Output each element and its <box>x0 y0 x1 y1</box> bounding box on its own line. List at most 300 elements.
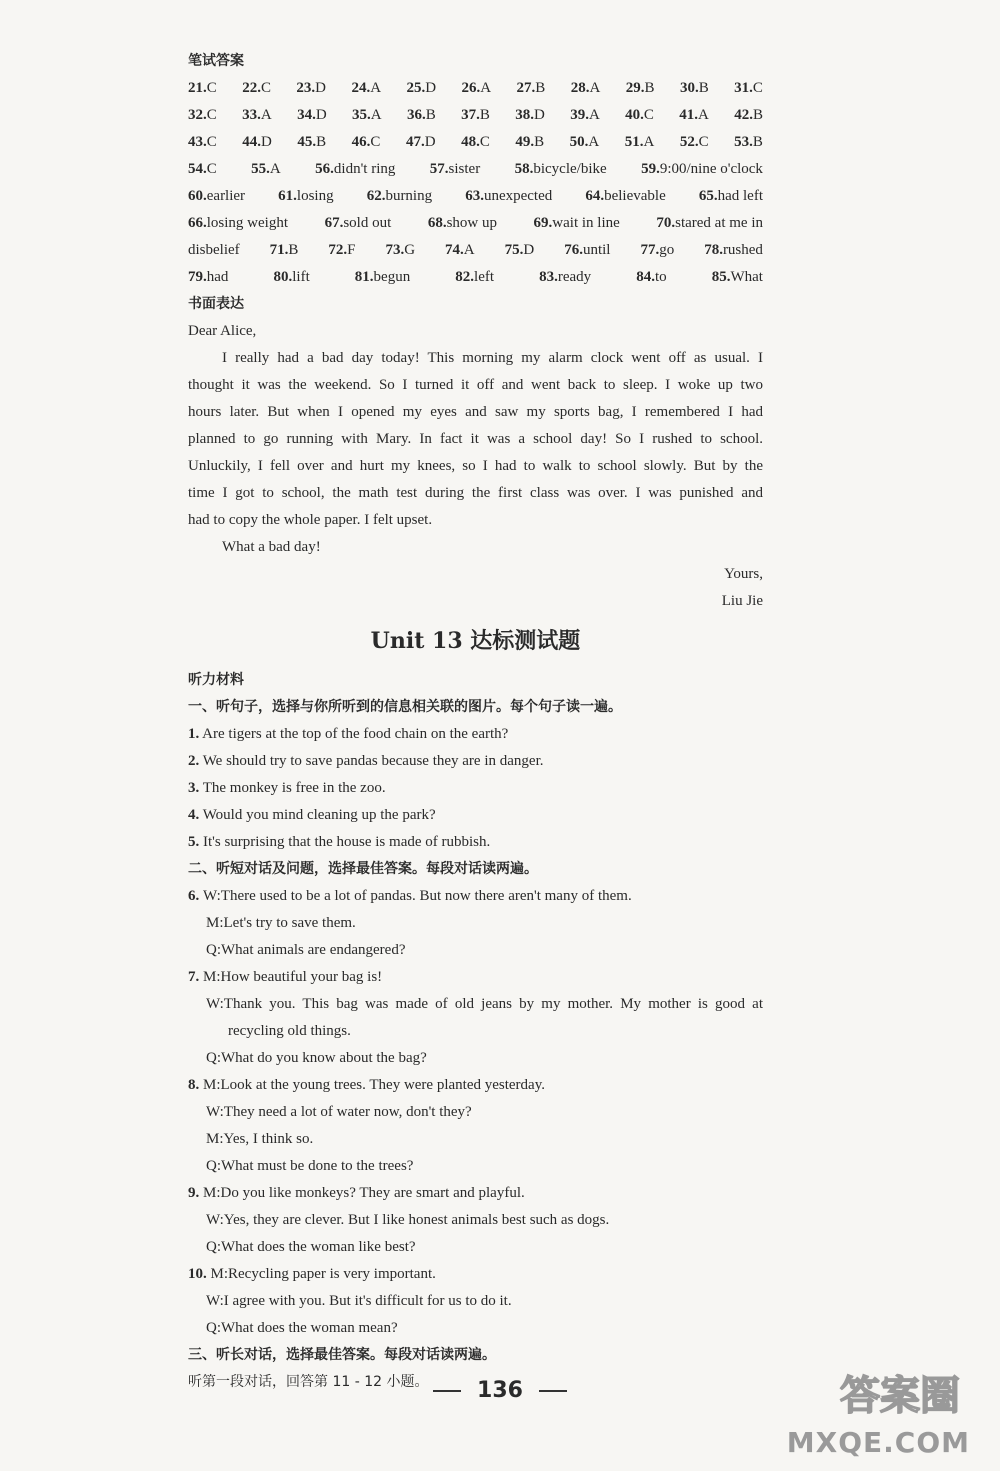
answer-value: A <box>589 80 601 96</box>
part3-heading: 三、听长对话，选择最佳答案。每段对话读两遍。 <box>188 1347 496 1363</box>
answer-value: bicycle/bike <box>533 161 607 177</box>
answer-value: D <box>424 134 436 150</box>
answer-row <box>188 156 763 183</box>
answer-value: B <box>752 134 763 150</box>
answer-value: B <box>752 107 763 123</box>
answer-item <box>242 75 271 102</box>
answer-item <box>505 237 535 264</box>
answer-value: A <box>643 134 655 150</box>
answer-value: B <box>535 80 546 96</box>
part2-dialogs <box>188 883 763 1342</box>
answer-row <box>188 264 763 291</box>
answer-number: 75. <box>504 242 524 258</box>
dialog-line <box>188 1207 763 1234</box>
dialog-text: Thank you. This bag was made of old jeans by my mother. My mother is good at <box>223 996 763 1012</box>
answer-item <box>251 156 281 183</box>
letter-line: I really had a bad day today! This morning my alarm clock went off as usual. I <box>222 350 763 366</box>
answer-value: C <box>206 107 217 123</box>
answer-item <box>407 102 436 129</box>
answer-number: 62. <box>366 188 386 204</box>
answer-number: 79. <box>188 269 207 285</box>
speaker: M: <box>203 969 221 985</box>
answer-number: 24. <box>351 80 371 96</box>
answer-value: sister <box>448 161 481 177</box>
dialog-text: Look at the young trees. They were planted yesterday. <box>220 1077 545 1093</box>
answer-item <box>515 102 545 129</box>
answer-number: 51. <box>624 134 644 150</box>
dialog-text: How beautiful your bag is! <box>220 969 383 985</box>
dialog-text: What animals are endangered? <box>221 942 406 958</box>
answer-item <box>462 75 492 102</box>
speaker: W: <box>206 1212 224 1228</box>
answer-number: 25. <box>406 80 426 96</box>
answer-item <box>188 264 228 291</box>
answer-item <box>367 183 432 210</box>
answer-item <box>297 129 326 156</box>
answer-number: 56. <box>315 161 334 177</box>
answer-number: 52. <box>679 134 699 150</box>
answer-value: A <box>370 80 382 96</box>
answer-value: sold out <box>343 215 392 231</box>
watermark-cn: 答案圈 <box>840 1373 960 1419</box>
page-number-dash-left <box>433 1390 461 1392</box>
answer-item <box>641 156 763 183</box>
answer-number: 48. <box>461 134 480 150</box>
answer-number: 80. <box>273 269 293 285</box>
answer-number: 54. <box>188 161 207 177</box>
letter-sign-off: Yours, <box>724 566 763 582</box>
document-page <box>188 48 763 1396</box>
answer-number: 83. <box>539 269 558 285</box>
speaker: Q: <box>206 1050 221 1066</box>
answer-value: D <box>533 107 545 123</box>
listening-item <box>188 802 763 829</box>
answer-number: 63. <box>465 188 484 204</box>
answer-number: 61. <box>278 188 297 204</box>
answer-value: unexpected <box>483 188 553 204</box>
answer-number: 40. <box>625 107 644 123</box>
answer-item <box>515 156 607 183</box>
answer-number: 35. <box>352 107 371 123</box>
answer-value: A <box>463 242 475 258</box>
listening-item <box>188 829 763 856</box>
dialog-number: 6. <box>188 888 203 904</box>
answer-value: D <box>315 80 326 96</box>
dialog-line <box>188 1153 763 1180</box>
answer-item <box>430 156 480 183</box>
answer-item <box>656 210 763 237</box>
answer-value: B <box>644 80 655 96</box>
answer-value: begun <box>373 269 411 285</box>
answer-value: C <box>752 80 763 96</box>
answer-value: C <box>479 134 490 150</box>
answer-item <box>712 264 763 291</box>
answer-number: 77. <box>640 242 660 258</box>
answer-number: 44. <box>242 134 262 150</box>
written-answers-heading: 笔试答案 <box>188 53 244 69</box>
answer-value: burning <box>385 188 433 204</box>
answer-item <box>188 183 245 210</box>
answer-item <box>680 75 709 102</box>
answer-value: losing weight <box>206 215 288 231</box>
letter-line: thought it was the weekend. So I turned it off and went back to sleep. I woke up two <box>188 377 763 393</box>
answer-number: 29. <box>625 80 645 96</box>
answer-item <box>625 102 654 129</box>
answer-item <box>585 183 665 210</box>
answer-value: B <box>534 134 545 150</box>
answer-value: B <box>288 242 299 258</box>
answer-item <box>455 264 494 291</box>
dialog-line <box>188 1045 763 1072</box>
answer-value: didn't ring <box>333 161 396 177</box>
item-number: 1. <box>188 726 200 742</box>
dialog-number: 8. <box>188 1077 203 1093</box>
letter-line: hours later. But when I opened my eyes and saw my sports bag, I remembered I had <box>188 404 763 420</box>
answer-number: 67. <box>324 215 344 231</box>
speaker: Q: <box>206 1320 221 1336</box>
answer-item <box>188 102 217 129</box>
answer-number: 31. <box>734 80 753 96</box>
answer-value: F <box>347 242 356 258</box>
answer-number: 32. <box>188 107 207 123</box>
answer-number: 82. <box>455 269 475 285</box>
answer-number: 42. <box>734 107 753 123</box>
answer-number: 85. <box>711 269 731 285</box>
answer-value: B <box>316 134 327 150</box>
answer-value: losing <box>296 188 334 204</box>
answer-item <box>465 183 552 210</box>
item-text: The monkey is free in the zoo. <box>199 780 386 796</box>
answer-value: show up <box>446 215 497 231</box>
answer-item <box>188 156 217 183</box>
dialog-text: Do you like monkeys? They are smart and playful. <box>220 1185 525 1201</box>
answer-item <box>680 129 709 156</box>
dialog-line <box>188 910 763 937</box>
answer-number: 65. <box>698 188 718 204</box>
dialog-text: Recycling paper is very important. <box>228 1266 436 1282</box>
answer-row <box>188 237 763 264</box>
dialog-text: What does the woman mean? <box>221 1320 398 1336</box>
answer-value: C <box>698 134 709 150</box>
answer-value: stared at me in <box>675 215 763 231</box>
answer-value: lift <box>292 269 310 285</box>
answer-value: believable <box>604 188 666 204</box>
answer-value: D <box>261 134 272 150</box>
item-text: We should try to save pandas because they are in danger. <box>199 753 544 769</box>
answer-item <box>297 102 327 129</box>
answer-item <box>385 237 415 264</box>
answer-value: What <box>730 269 763 285</box>
answer-item <box>534 210 620 237</box>
part1-items <box>188 721 763 856</box>
answer-grid <box>188 75 763 291</box>
dialog-line <box>188 1099 763 1126</box>
answer-value: A <box>588 107 600 123</box>
answer-number: 27. <box>516 80 536 96</box>
answer-item <box>734 75 763 102</box>
answer-value: A <box>269 161 281 177</box>
answer-item <box>461 129 490 156</box>
dialog-number: 9. <box>188 1185 203 1201</box>
answer-item <box>188 129 217 156</box>
answer-value: C <box>643 107 654 123</box>
answer-number: 64. <box>585 188 605 204</box>
answer-number: 72. <box>328 242 348 258</box>
letter-closing-line: What a bad day! <box>222 539 321 555</box>
speaker: W: <box>206 1293 224 1309</box>
speaker: Q: <box>206 1239 221 1255</box>
part3-note: 听第一段对话，回答第 11 - 12 小题。 <box>188 1374 429 1390</box>
answer-value: A <box>370 107 382 123</box>
answer-row <box>188 129 763 156</box>
answer-item <box>242 129 272 156</box>
answer-number: 50. <box>569 134 589 150</box>
answer-item <box>188 75 217 102</box>
answer-row <box>188 210 763 237</box>
speaker: W: <box>206 1104 224 1120</box>
answer-value: go <box>659 242 675 258</box>
answer-row <box>188 183 763 210</box>
answer-number: 36. <box>406 107 426 123</box>
answer-value: rushed <box>722 242 763 258</box>
answer-number: 21. <box>188 80 207 96</box>
letter-signature: Liu Jie <box>721 593 763 609</box>
answer-number: 45. <box>297 134 317 150</box>
speaker: Q: <box>206 942 221 958</box>
answer-value: B <box>479 107 490 123</box>
letter-line: Unluckily, I fell over and hurt my knees, so I had to walk to school slowly. But by the <box>188 458 763 474</box>
answer-item <box>352 129 381 156</box>
dialog-text: They need a lot of water now, don't they? <box>223 1104 472 1120</box>
part2-heading: 二、听短对话及问题，选择最佳答案。每段对话读两遍。 <box>188 861 538 877</box>
answer-number: 34. <box>297 107 316 123</box>
dialog-line <box>188 883 763 910</box>
answer-item <box>734 102 763 129</box>
answer-item <box>640 237 674 264</box>
dialog-line <box>188 1315 763 1342</box>
answer-value: A <box>480 80 492 96</box>
letter-body <box>188 345 763 534</box>
answer-item <box>626 75 655 102</box>
answer-item <box>515 129 544 156</box>
answer-item <box>406 129 436 156</box>
answer-number: 66. <box>188 215 207 231</box>
dialog-number: 7. <box>188 969 203 985</box>
answer-number: 38. <box>515 107 534 123</box>
answer-value: G <box>404 242 416 258</box>
item-number: 5. <box>188 834 200 850</box>
dialog-line <box>188 1018 763 1045</box>
answer-item <box>570 129 600 156</box>
speaker: M: <box>203 1185 221 1201</box>
answer-number: 43. <box>188 134 207 150</box>
answer-item <box>406 75 436 102</box>
dialog-line <box>188 937 763 964</box>
dialog-line <box>188 1072 763 1099</box>
dialog-line <box>188 1261 763 1288</box>
answer-item <box>564 237 610 264</box>
answer-number: 39. <box>570 107 589 123</box>
answer-value: C <box>370 134 381 150</box>
dialog-text: Let's try to save them. <box>223 915 356 931</box>
page-number-text: 136 <box>477 1378 523 1403</box>
answer-number: 59. <box>641 161 660 177</box>
answer-item <box>636 264 666 291</box>
answer-item <box>539 264 591 291</box>
answer-number: 28. <box>570 80 590 96</box>
answer-item <box>352 102 382 129</box>
answer-item <box>315 156 395 183</box>
dialog-line <box>188 964 763 991</box>
answer-item <box>734 129 763 156</box>
letter-line: time I got to school, the math test during the first class was over. I was punished and <box>188 485 763 501</box>
letter-greeting: Dear Alice, <box>188 323 257 339</box>
answer-value: left <box>474 269 495 285</box>
listening-item <box>188 775 763 802</box>
answer-item <box>461 102 490 129</box>
answer-item <box>517 75 546 102</box>
answer-number: 60. <box>188 188 207 204</box>
answer-value: had left <box>717 188 763 204</box>
answer-value: to <box>654 269 667 285</box>
speaker: W: <box>203 888 221 904</box>
answer-value: until <box>582 242 611 258</box>
listening-item <box>188 721 763 748</box>
item-number: 2. <box>188 753 200 769</box>
answer-number: 68. <box>427 215 447 231</box>
answer-item <box>428 210 497 237</box>
answer-value: wait in line <box>552 215 620 231</box>
part1-heading: 一、听句子，选择与你所听到的信息相关联的图片。每个句子读一遍。 <box>188 699 622 715</box>
page-number-dash-right <box>539 1390 567 1392</box>
answer-number: 84. <box>636 269 655 285</box>
speaker: Q: <box>206 1158 221 1174</box>
answer-number: 69. <box>533 215 553 231</box>
answer-number: 55. <box>251 161 270 177</box>
answer-value: A <box>588 134 600 150</box>
answer-item <box>270 237 299 264</box>
answer-item <box>570 102 600 129</box>
answer-value: earlier <box>206 188 246 204</box>
answer-value: D <box>523 242 535 258</box>
watermark-url: MXQE.COM <box>786 1426 970 1459</box>
speaker: W: <box>206 996 224 1012</box>
dialog-text: What must be done to the trees? <box>221 1158 414 1174</box>
answer-number: 76. <box>564 242 583 258</box>
dialog-line <box>188 1180 763 1207</box>
answer-number: 37. <box>461 107 480 123</box>
dialog-text: recycling old things. <box>228 1023 351 1039</box>
speaker: M: <box>206 915 224 931</box>
answer-item <box>273 264 309 291</box>
answer-value: D <box>315 107 327 123</box>
dialog-text: What does the woman like best? <box>221 1239 416 1255</box>
answer-value: A <box>260 107 272 123</box>
answer-item <box>571 75 601 102</box>
answer-item <box>296 75 326 102</box>
answer-number: 57. <box>429 161 449 177</box>
speaker: M: <box>210 1266 229 1282</box>
answer-value: A <box>698 107 709 123</box>
answer-number: 53. <box>734 134 753 150</box>
answer-row <box>188 75 763 102</box>
listening-heading: 听力材料 <box>188 672 244 688</box>
dialog-line <box>188 991 763 1018</box>
answer-number: 58. <box>514 161 534 177</box>
answer-number: 81. <box>354 269 374 285</box>
item-text: Would you mind cleaning up the park? <box>199 807 436 823</box>
answer-item <box>188 237 240 264</box>
answer-value: C <box>206 134 217 150</box>
answer-number: 33. <box>242 107 261 123</box>
answer-value: disbelief <box>188 242 240 258</box>
dialog-line <box>188 1234 763 1261</box>
answer-value: had <box>206 269 229 285</box>
answer-item <box>625 129 655 156</box>
answer-number: 41. <box>679 107 699 123</box>
speaker: M: <box>203 1077 221 1093</box>
answer-number: 70. <box>656 215 676 231</box>
answer-number: 47. <box>405 134 425 150</box>
answer-item <box>325 210 392 237</box>
speaker: M: <box>206 1131 224 1147</box>
answer-item <box>351 75 381 102</box>
item-number: 4. <box>188 807 200 823</box>
dialog-line <box>188 1126 763 1153</box>
dialog-number: 10. <box>188 1266 211 1282</box>
answer-item <box>242 102 272 129</box>
answer-value: 9:00/nine o'clock <box>659 161 763 177</box>
unit-title: Unit 13 达标测试题 <box>370 628 581 654</box>
dialog-text: Yes, I think so. <box>223 1131 314 1147</box>
dialog-text: What do you know about the bag? <box>221 1050 427 1066</box>
answer-value: D <box>425 80 437 96</box>
answer-item <box>355 264 410 291</box>
answer-number: 74. <box>445 242 464 258</box>
answer-item <box>188 210 288 237</box>
answer-item <box>278 183 333 210</box>
item-number: 3. <box>188 780 200 796</box>
answer-number: 23. <box>296 80 316 96</box>
answer-item <box>328 237 355 264</box>
dialog-line <box>188 1288 763 1315</box>
answer-value: B <box>425 107 436 123</box>
answer-number: 22. <box>242 80 261 96</box>
answer-number: 46. <box>351 134 371 150</box>
writing-heading: 书面表达 <box>188 296 244 312</box>
answer-value: B <box>698 80 709 96</box>
answer-item <box>699 183 763 210</box>
letter-line: had to copy the whole paper. I felt upset. <box>188 512 433 528</box>
dialog-text: I agree with you. But it's difficult for us to do it. <box>223 1293 512 1309</box>
answer-number: 26. <box>461 80 481 96</box>
answer-value: C <box>206 80 217 96</box>
answer-number: 49. <box>515 134 535 150</box>
answer-number: 30. <box>679 80 699 96</box>
dialog-text: There used to be a lot of pandas. But now there aren't many of them. <box>220 888 632 904</box>
answer-value: C <box>260 80 271 96</box>
answer-item <box>445 237 475 264</box>
answer-value: ready <box>557 269 592 285</box>
answer-value: C <box>206 161 217 177</box>
answer-item <box>679 102 709 129</box>
answer-number: 78. <box>704 242 723 258</box>
item-text: Are tigers at the top of the food chain on the earth? <box>199 726 509 742</box>
answer-number: 71. <box>269 242 289 258</box>
dialog-text: Yes, they are clever. But I like honest animals best such as dogs. <box>223 1212 610 1228</box>
answer-number: 73. <box>385 242 405 258</box>
answer-item <box>704 237 763 264</box>
